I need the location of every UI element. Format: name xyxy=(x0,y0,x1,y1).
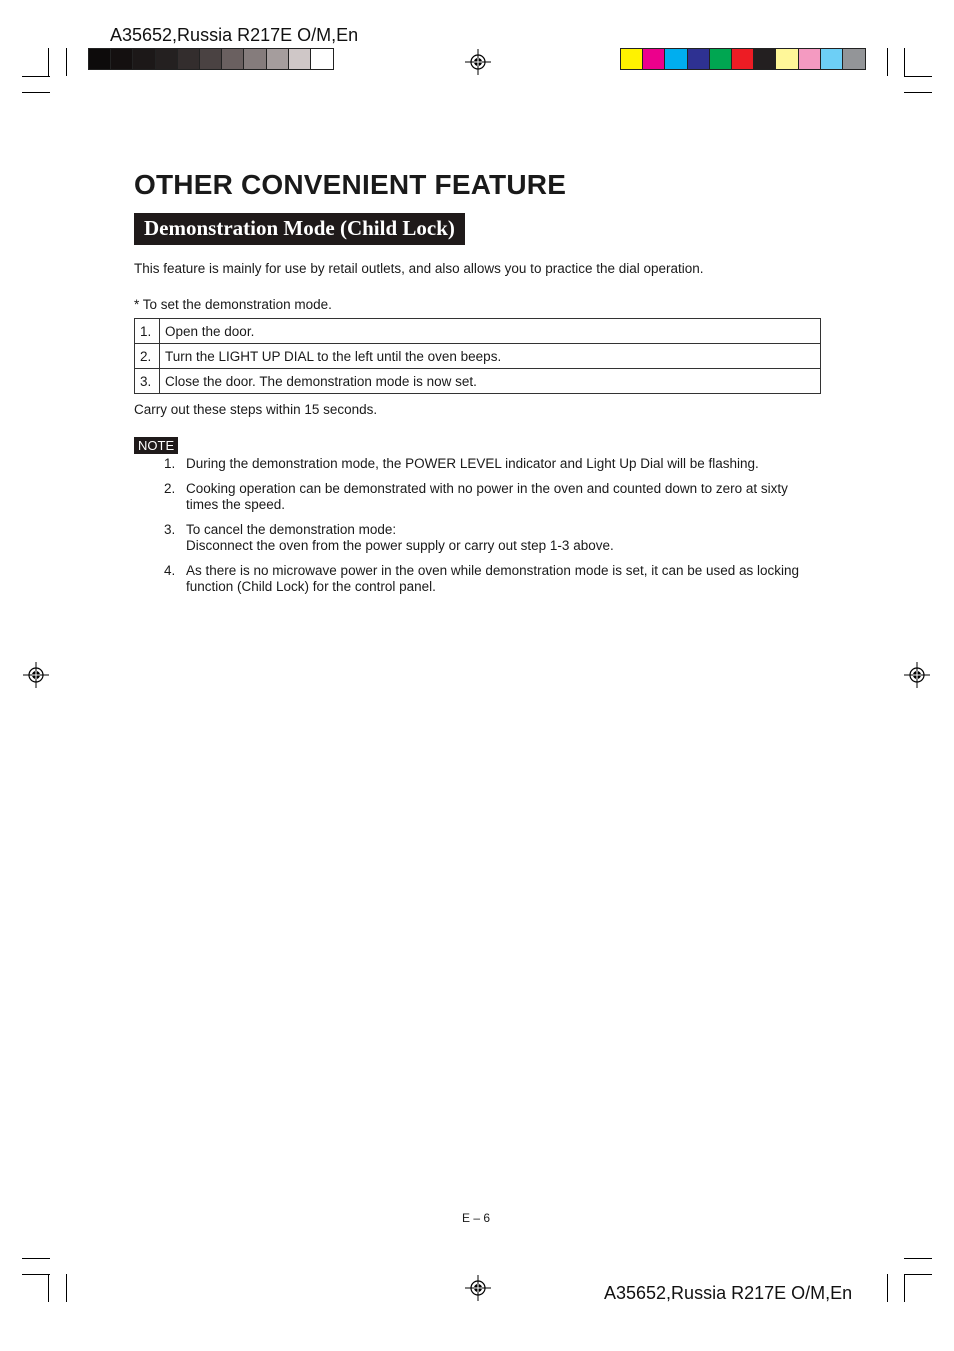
color-swatch xyxy=(643,49,665,69)
color-swatch xyxy=(843,49,865,69)
note-text xyxy=(186,563,824,595)
gray-swatch xyxy=(133,49,155,69)
gray-swatch xyxy=(111,49,133,69)
note-number: 4. xyxy=(164,563,176,578)
steps-footer: Carry out these steps within 15 seconds. xyxy=(134,402,378,417)
step-number: 2. xyxy=(135,344,160,369)
note-text xyxy=(186,522,824,554)
note-number: 3. xyxy=(164,522,176,537)
note-list xyxy=(164,456,824,604)
color-swatch xyxy=(621,49,643,69)
gray-swatch xyxy=(200,49,222,69)
note-line: During the demonstration mode, the POWER LEVEL indicator and Light Up Dial will be flashing. xyxy=(186,456,759,471)
step-number: 3. xyxy=(135,369,160,394)
registration-mark-top-icon xyxy=(465,49,491,75)
note-line: times the speed. xyxy=(186,497,286,512)
step-text: Turn the LIGHT UP DIAL to the left until the oven beeps. xyxy=(160,344,821,369)
page-title: OTHER CONVENIENT FEATURE xyxy=(134,169,567,200)
steps-intro: * To set the demonstration mode. xyxy=(134,297,332,312)
color-swatch xyxy=(688,49,710,69)
note-line: function (Child Lock) for the control panel. xyxy=(186,579,436,594)
color-swatch xyxy=(821,49,843,69)
note-line: As there is no microwave power in the oven while demonstration mode is set, it can be used as locking xyxy=(186,563,800,578)
registration-mark-left-icon xyxy=(23,662,49,688)
registration-mark-right-icon xyxy=(904,662,930,688)
note-line: To cancel the demonstration mode: xyxy=(186,522,397,537)
job-code-top: A35652,Russia R217E O/M,En xyxy=(110,25,359,45)
step-row xyxy=(135,319,821,344)
gray-swatch xyxy=(244,49,266,69)
registration-mark-bottom-icon xyxy=(465,1275,491,1301)
step-row xyxy=(135,344,821,369)
step-text: Open the door. xyxy=(160,319,821,344)
note-item xyxy=(164,456,824,472)
step-text: Close the door. The demonstration mode is now set. xyxy=(160,369,821,394)
step-row xyxy=(135,369,821,394)
color-calibration-strip xyxy=(620,48,866,70)
note-line: Disconnect the oven from the power supply or carry out step 1-3 above. xyxy=(186,538,614,553)
gray-swatch xyxy=(178,49,200,69)
note-text xyxy=(186,481,824,513)
note-item xyxy=(164,522,824,554)
color-swatch xyxy=(754,49,776,69)
gray-swatch xyxy=(267,49,289,69)
note-line: Cooking operation can be demonstrated with no power in the oven and counted down to zero at sixty xyxy=(186,481,788,496)
page-number: E – 6 xyxy=(462,1211,491,1225)
note-number: 1. xyxy=(164,456,176,471)
gray-swatch xyxy=(156,49,178,69)
note-item xyxy=(164,563,824,595)
steps-table xyxy=(134,318,821,394)
gray-swatch xyxy=(289,49,311,69)
color-swatch xyxy=(665,49,687,69)
step-number: 1. xyxy=(135,319,160,344)
gray-swatch xyxy=(89,49,111,69)
color-swatch xyxy=(710,49,732,69)
color-swatch xyxy=(732,49,754,69)
grayscale-calibration-strip xyxy=(88,48,334,70)
section-heading: Demonstration Mode (Child Lock) xyxy=(134,213,465,245)
note-text xyxy=(186,456,824,472)
gray-swatch xyxy=(311,49,333,69)
intro-paragraph: This feature is mainly for use by retail outlets, and also allows you to practice the dial operation. xyxy=(134,261,704,276)
note-item xyxy=(164,481,824,513)
color-swatch xyxy=(799,49,821,69)
gray-swatch xyxy=(222,49,244,69)
note-label: NOTE xyxy=(134,437,178,454)
job-code-bottom: A35652,Russia R217E O/M,En xyxy=(604,1283,853,1303)
color-swatch xyxy=(776,49,798,69)
note-number: 2. xyxy=(164,481,176,496)
